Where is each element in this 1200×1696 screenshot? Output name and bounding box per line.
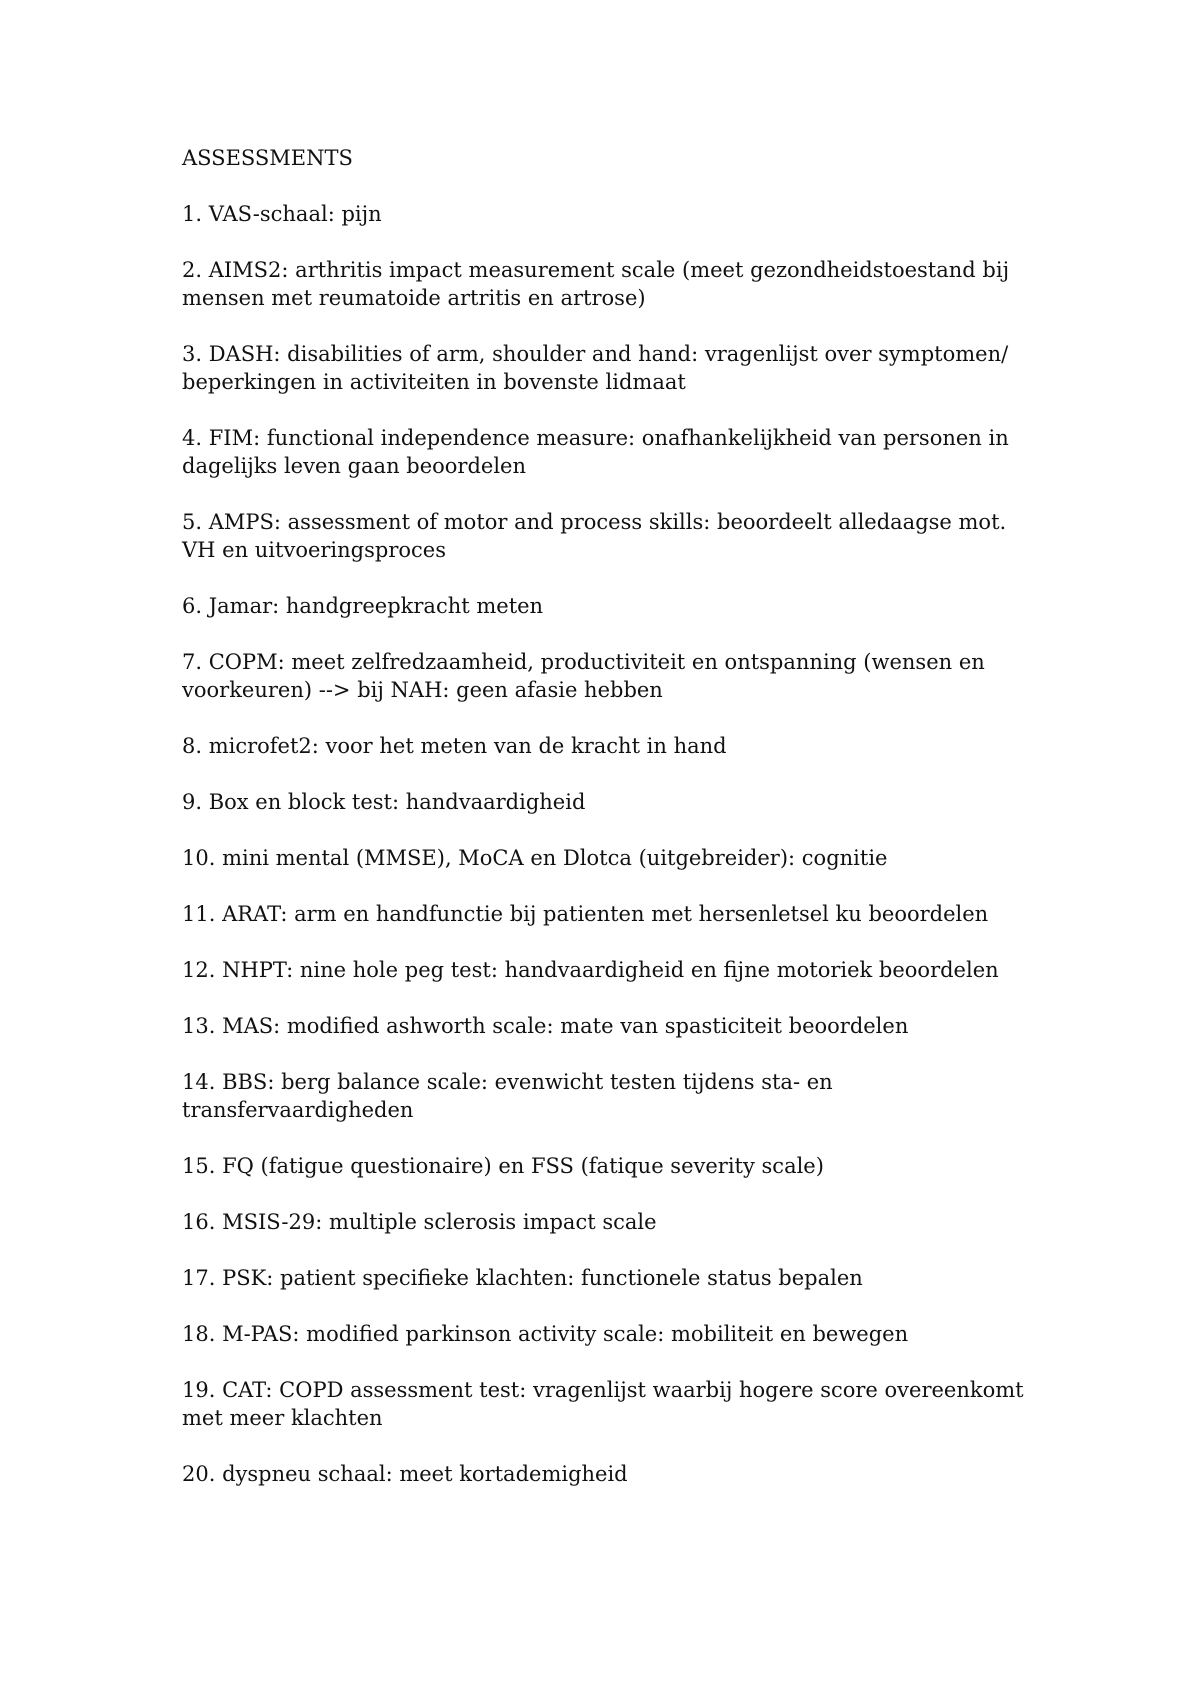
document-body bbox=[182, 144, 1032, 1516]
list-item: 15. FQ (fatigue questionaire) en FSS (fatique severity scale) bbox=[182, 1154, 824, 1178]
list-item: 6. Jamar: handgreepkracht meten bbox=[182, 594, 544, 618]
list-item: 14. BBS: berg balance scale: evenwicht testen tijdens sta- en transfervaardigheden bbox=[182, 1070, 833, 1122]
list-item: 5. AMPS: assessment of motor and process skills: beoordeelt alledaagse mot. VH en uitvoeringsproces bbox=[182, 510, 1007, 562]
assessment-list bbox=[182, 200, 1032, 1488]
list-item: 3. DASH: disabilities of arm, shoulder and hand: vragenlijst over symptomen/ beperkingen in activiteiten in bovenste lidmaat bbox=[182, 342, 1009, 394]
list-item: 8. microfet2: voor het meten van de kracht in hand bbox=[182, 734, 727, 758]
list-item: 4. FIM: functional independence measure: onafhankelijkheid van personen in dagelijks leven gaan beoordelen bbox=[182, 426, 1009, 478]
list-item: 9. Box en block test: handvaardigheid bbox=[182, 790, 586, 814]
list-item: 13. MAS: modified ashworth scale: mate van spasticiteit beoordelen bbox=[182, 1014, 909, 1038]
list-item: 20. dyspneu schaal: meet kortademigheid bbox=[182, 1462, 628, 1486]
list-item: 2. AIMS2: arthritis impact measurement scale (meet gezondheidstoestand bij mensen met reumatoide artritis en artrose) bbox=[182, 258, 1010, 310]
list-item: 7. COPM: meet zelfredzaamheid, productiviteit en ontspanning (wensen en voorkeuren) --> bij NAH: geen afasie hebben bbox=[182, 650, 985, 702]
page-title: ASSESSMENTS bbox=[182, 146, 353, 170]
list-item: 17. PSK: patient specifieke klachten: functionele status bepalen bbox=[182, 1266, 863, 1290]
list-item: 16. MSIS-29: multiple sclerosis impact scale bbox=[182, 1210, 657, 1234]
list-item: 11. ARAT: arm en handfunctie bij patienten met hersenletsel ku beoordelen bbox=[182, 902, 989, 926]
list-item: 1. VAS-schaal: pijn bbox=[182, 202, 382, 226]
list-item: 19. CAT: COPD assessment test: vragenlijst waarbij hogere score overeenkomt met meer klachten bbox=[182, 1378, 1024, 1430]
list-item: 12. NHPT: nine hole peg test: handvaardigheid en fijne motoriek beoordelen bbox=[182, 958, 999, 982]
list-item: 10. mini mental (MMSE), MoCA en Dlotca (uitgebreider): cognitie bbox=[182, 846, 888, 870]
list-item: 18. M-PAS: modified parkinson activity scale: mobiliteit en bewegen bbox=[182, 1322, 909, 1346]
